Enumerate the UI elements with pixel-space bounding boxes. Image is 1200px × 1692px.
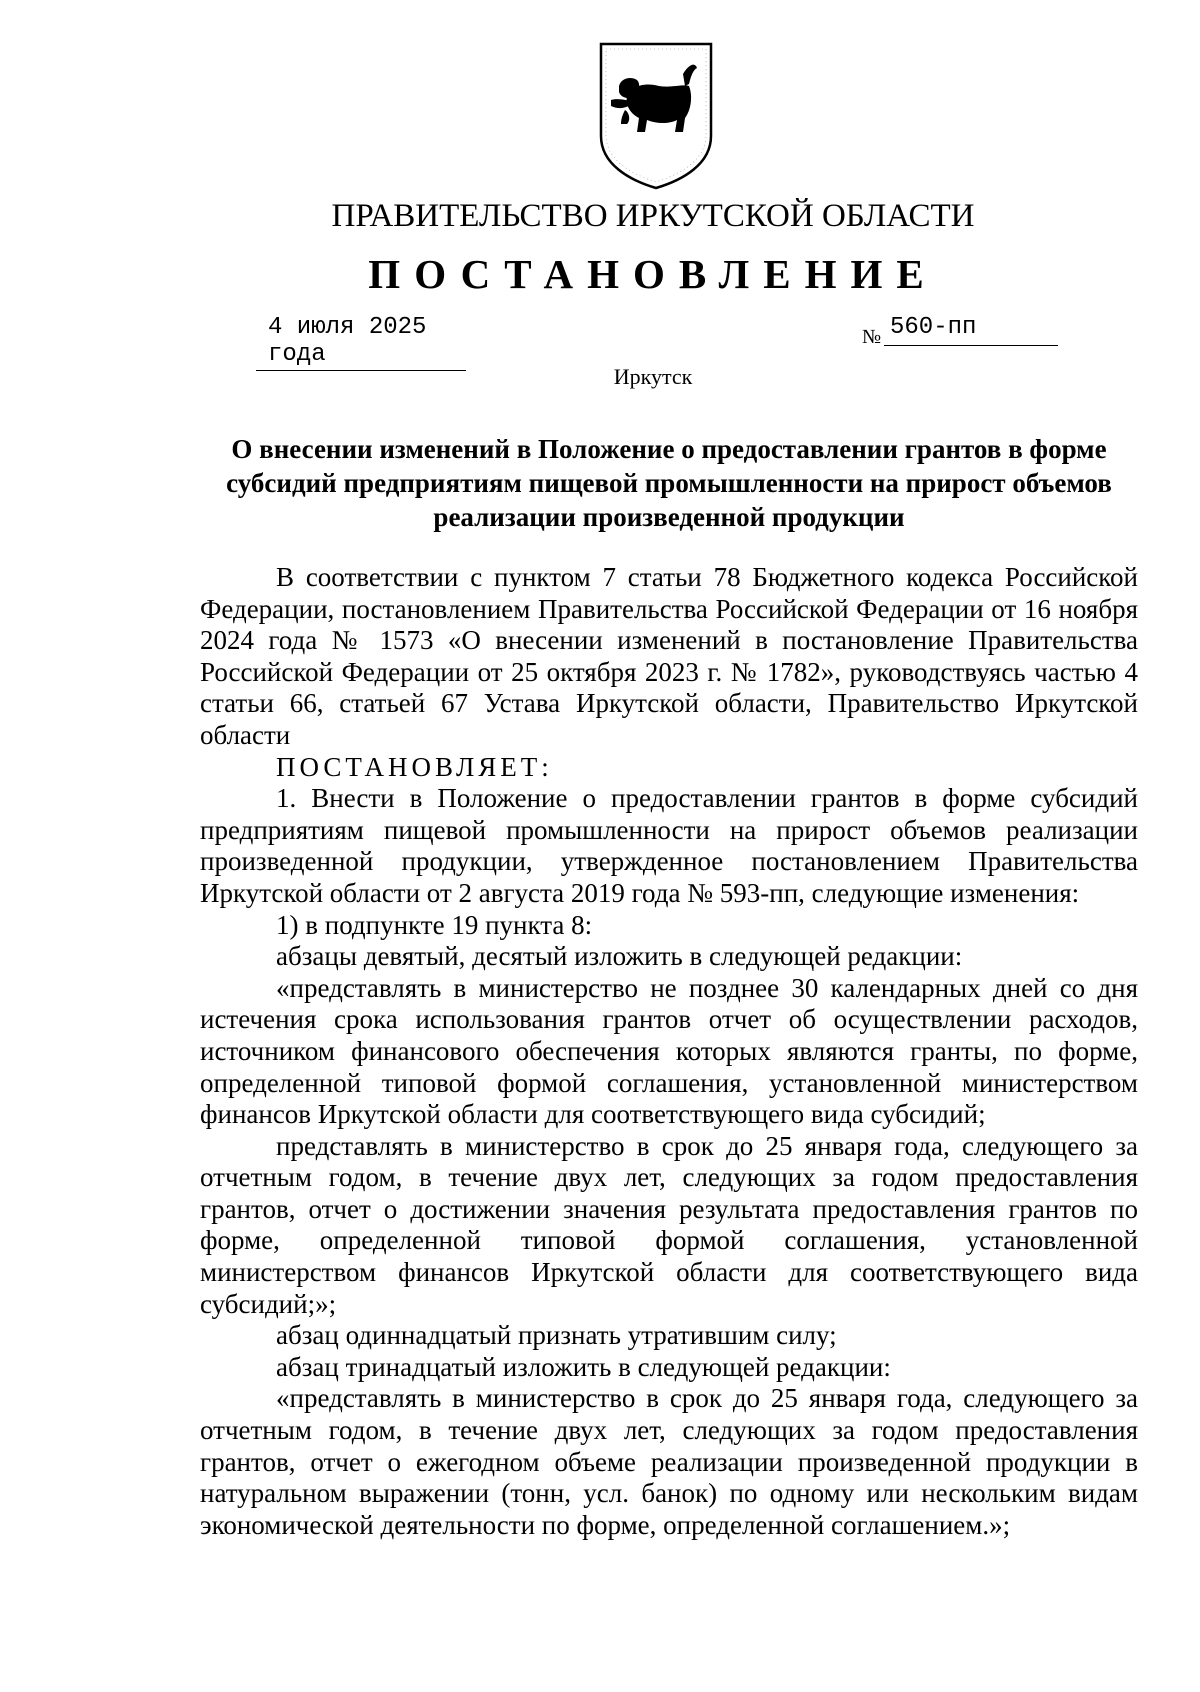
- document-date: 4 июля 2025 года: [256, 314, 466, 371]
- document-type-title: ПОСТАНОВЛЕНИЕ: [368, 251, 938, 297]
- number-sign: №: [862, 326, 882, 348]
- subitem-1-paragraph: 1) в подпункте 19 пункта 8:: [276, 909, 593, 940]
- government-name: ПРАВИТЕЛЬСТВО ИРКУТСКОЙ ОБЛАСТИ: [331, 198, 975, 234]
- irkutsk-coat-of-arms-icon: [597, 40, 715, 192]
- quote-2-paragraph: представлять в министерство в срок до 25 января года, следующего за отчетным годом, в течение двух лет, следующих за годом предоставления грантов, отчет о достижении значения результата предоставления грантов по форме, определенной типовой формой соглашения, установленной министерством финансов Иркутской области для соответствующего вида субсидий;»;: [200, 1130, 1138, 1319]
- document-number: 560-пп: [884, 314, 1058, 346]
- quote-3-paragraph: «представлять в министерство в срок до 25 января года, следующего за отчетным годом, в течение двух лет, следующих за годом предоставления грантов, отчет о ежегодном объеме реализации произведенной продукции в натуральном выражении (тонн, усл. банок) по одному или нескольким видам экономической деятельности по форме, определенной соглашением.»;: [200, 1383, 1138, 1540]
- paragraph-c: абзац тринадцатый изложить в следующей редакции:: [276, 1351, 891, 1382]
- document-city: Иркутск: [613, 364, 693, 389]
- item-1-paragraph: 1. Внести в Положение о предоставлении грантов в форме субсидий предприятиям пищевой промышленности на прирост объемов реализации произведенной продукции, утвержденное постановлением Правительства Иркутской области от 2 августа 2019 года № 593-пп, следующие изменения:: [200, 783, 1138, 908]
- document-body: [200, 562, 1138, 1541]
- paragraph-b: абзац одиннадцатый признать утратившим силу;: [276, 1320, 837, 1351]
- document-subject: О внесении изменений в Положение о предоставлении грантов в форме субсидий предприятиям пищевой промышленности на прирост объемов реализации произведенной продукции: [226, 434, 1112, 532]
- quote-1-paragraph: «представлять в министерство не позднее 30 календарных дней со дня истечения срока использования грантов отчет об осуществлении расходов, источником финансового обеспечения которых являются гранты, по форме, определенной типовой формой соглашения, установленной министерством финансов Иркутской области для соответствующего вида субсидий;: [200, 972, 1138, 1130]
- decree-word: ПОСТАНОВЛЯЕТ:: [276, 751, 553, 782]
- preamble-paragraph: В соответствии с пунктом 7 статьи 78 Бюджетного кодекса Российской Федерации, постановлением Правительства Российской Федерации от 16 ноября 2024 года № 1573 «О внесении изменений в постановление Правительства Российской Федерации от 25 октября 2023 г. № 1782», руководствуясь частью 4 статьи 66, статьей 67 Устава Иркутской области, Правительство Иркутской области: [200, 562, 1138, 750]
- paragraph-a: абзацы девятый, десятый изложить в следующей редакции:: [276, 941, 963, 972]
